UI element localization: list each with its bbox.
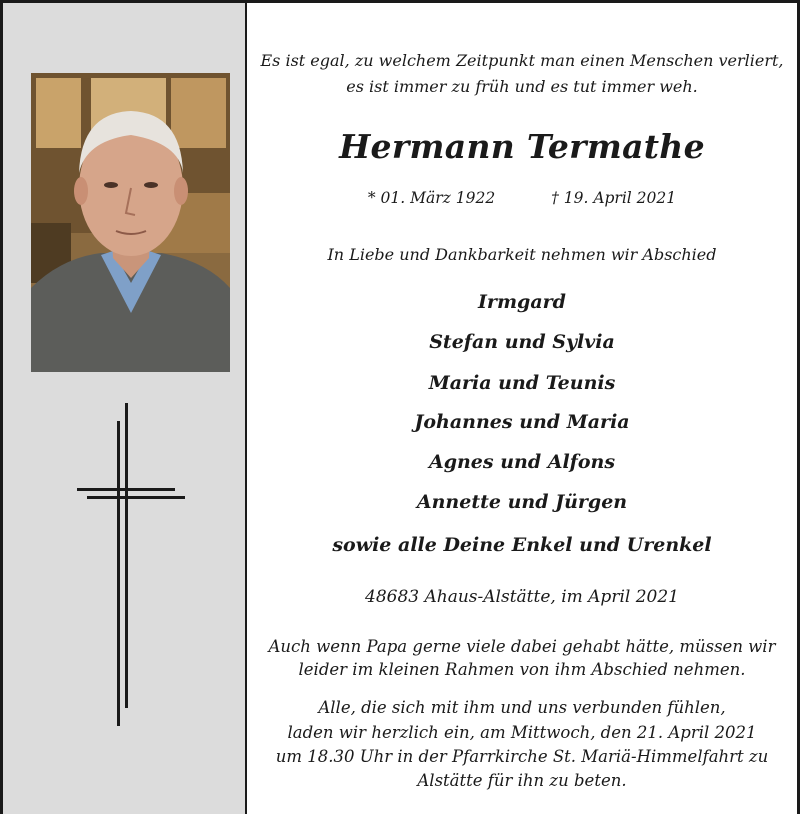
note-line-2: leider im kleinen Rahmen von ihm Abschied nehmen. bbox=[298, 660, 746, 679]
place-date: 48683 Ahaus-Alstätte, im April 2021 bbox=[365, 587, 679, 607]
family-member: Agnes und Alfons bbox=[428, 451, 616, 473]
obituary-text-panel bbox=[247, 3, 797, 814]
deceased-name: Hermann Termathe bbox=[339, 127, 705, 166]
farewell-lead: In Liebe und Dankbarkeit nehmen wir Abschied bbox=[327, 245, 717, 264]
family-grandchildren: sowie alle Deine Enkel und Urenkel bbox=[332, 534, 712, 556]
invitation-line-2: laden wir herzlich ein, am Mittwoch, den 21. April 2021 bbox=[287, 723, 757, 742]
invitation-line-4: Alstätte für ihn zu beten. bbox=[417, 771, 627, 790]
quote-line-1: Es ist egal, zu welchem Zeitpunkt man einen Menschen verliert, bbox=[260, 51, 784, 70]
left-panel bbox=[3, 3, 247, 814]
invitation-line-3: um 18.30 Uhr in der Pfarrkirche St. Mariä-Himmelfahrt zu bbox=[275, 747, 769, 766]
family-member: Johannes und Maria bbox=[414, 411, 630, 433]
family-member: Maria und Teunis bbox=[428, 372, 616, 394]
quote-line-2: es ist immer zu früh und es tut immer weh. bbox=[346, 77, 698, 96]
portrait-photo bbox=[31, 73, 230, 372]
family-member: Stefan und Sylvia bbox=[429, 331, 615, 353]
death-date: † 19. April 2021 bbox=[551, 189, 677, 207]
family-member: Annette und Jürgen bbox=[416, 491, 628, 513]
invitation-line-1: Alle, die sich mit ihm und uns verbunden fühlen, bbox=[318, 698, 726, 717]
birth-date: * 01. März 1922 bbox=[367, 189, 496, 207]
cross-icon bbox=[73, 403, 193, 733]
life-dates bbox=[247, 189, 797, 207]
family-member: Irmgard bbox=[478, 291, 566, 313]
note-line-1: Auch wenn Papa gerne viele dabei gehabt hätte, müssen wir bbox=[268, 637, 776, 656]
